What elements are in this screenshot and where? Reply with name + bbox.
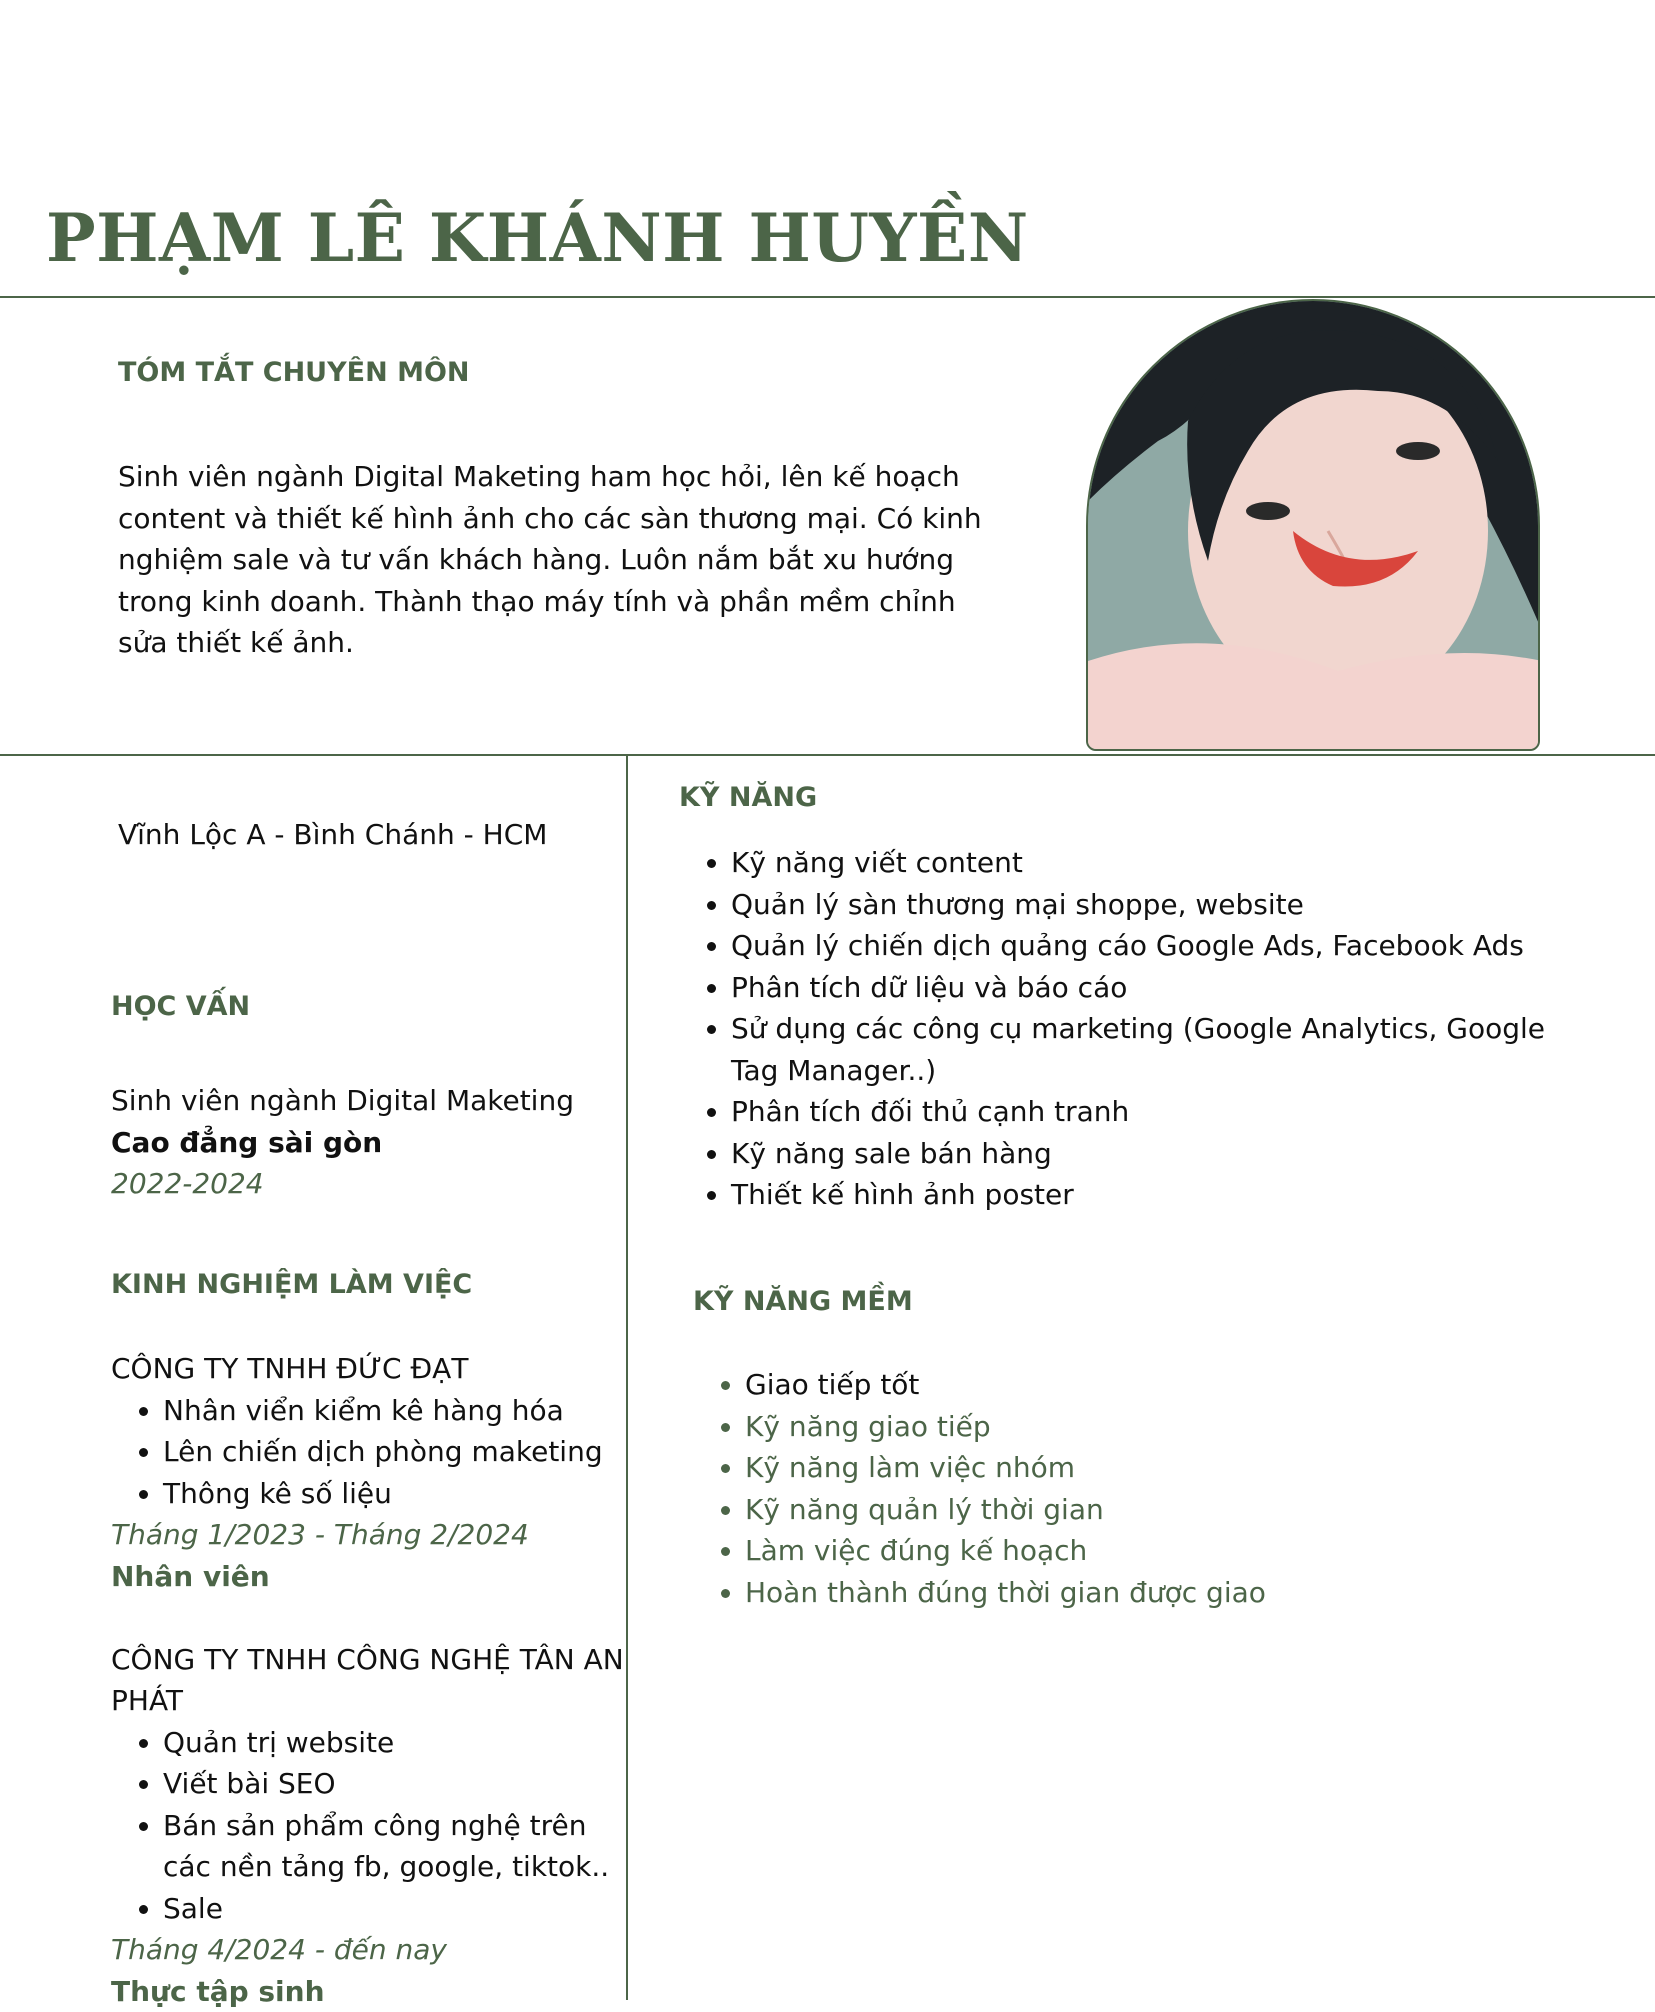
list-item: • Thông kê số liệu [163,1473,626,1515]
list-item: • Thiết kế hình ảnh poster [731,1174,1591,1216]
soft-skills-list [693,1364,1605,1613]
header-divider [0,296,1655,298]
job-task-list [111,1722,626,1930]
list-item: • Bán sản phẩm công nghệ trên các nền tảng fb, google, tiktok.. [163,1805,626,1888]
list-item: • Quản lý chiến dịch quảng cáo Google Ads, Facebook Ads [731,925,1591,967]
summary-divider [0,754,1655,756]
job-company: CÔNG TY TNHH ĐỨC ĐẠT [111,1348,626,1390]
skills-list [679,842,1591,1216]
job-company: CÔNG TY TNHH CÔNG NGHỆ TÂN AN PHÁT [111,1639,626,1722]
column-divider [626,754,628,2000]
summary-heading: TÓM TẮT CHUYÊN MÔN [118,355,470,391]
list-item: • Kỹ năng giao tiếp [745,1406,1605,1448]
education-school: Cao đẳng sài gòn [111,1122,621,1164]
list-item: • Sử dụng các công cụ marketing (Google Analytics, Google Tag Manager..) [731,1008,1591,1091]
skills-heading: KỸ NĂNG [679,780,817,816]
job-task-list [111,1390,626,1515]
list-item: • Kỹ năng làm việc nhóm [745,1447,1605,1489]
job-entry [111,1639,626,2012]
soft-skills-heading: KỸ NĂNG MỀM [693,1284,913,1320]
list-item: • Phân tích dữ liệu và báo cáo [731,967,1591,1009]
list-item: • Sale [163,1888,626,1930]
list-item: • Làm việc đúng kế hoạch [745,1530,1605,1572]
list-item: • Viết bài SEO [163,1763,626,1805]
address: Vĩnh Lộc A - Bình Chánh - HCM [118,814,547,856]
job-entry [111,1348,626,1597]
experience-list [111,1348,626,2012]
education-heading: HỌC VẤN [111,989,250,1025]
list-item: • Nhân viển kiểm kê hàng hóa [163,1390,626,1432]
list-item: • Kỹ năng quản lý thời gian [745,1489,1605,1531]
job-role: Nhân viên [111,1556,626,1598]
summary-text: Sinh viên ngành Digital Maketing ham học hỏi, lên kế hoạch content và thiết kế hình ảnh cho các sàn thương mại. Có kinh nghiệm sale và tư vấn khách hàng. Luôn nắm bắt xu hướng trong kinh doanh. Thành thạo máy tính và phần mềm chỉnh sửa thiết kế ảnh. [118,456,1008,664]
list-item: • Kỹ năng viết content [731,842,1591,884]
job-period: Tháng 4/2024 - đến nay [111,1929,626,1971]
job-role: Thực tập sinh [111,1971,626,2012]
list-item: • Lên chiến dịch phòng maketing [163,1431,626,1473]
list-item: • Hoàn thành đúng thời gian được giao [745,1572,1605,1614]
list-item: • Giao tiếp tốt [745,1364,1605,1406]
list-item: • Kỹ năng sale bán hàng [731,1133,1591,1175]
profile-photo [1086,299,1540,751]
education-entry [111,1080,621,1205]
list-item: • Quản lý sàn thương mại shoppe, website [731,884,1591,926]
profile-photo-image [1088,301,1540,751]
list-item: • Quản trị website [163,1722,626,1764]
candidate-name: PHẠM LÊ KHÁNH HUYỀN [46,190,1029,286]
education-years: 2022-2024 [111,1163,621,1205]
experience-heading: KINH NGHIỆM LÀM VIỆC [111,1267,472,1303]
job-period: Tháng 1/2023 - Tháng 2/2024 [111,1514,626,1556]
list-item: • Phân tích đối thủ cạnh tranh [731,1091,1591,1133]
education-major: Sinh viên ngành Digital Maketing [111,1080,621,1122]
